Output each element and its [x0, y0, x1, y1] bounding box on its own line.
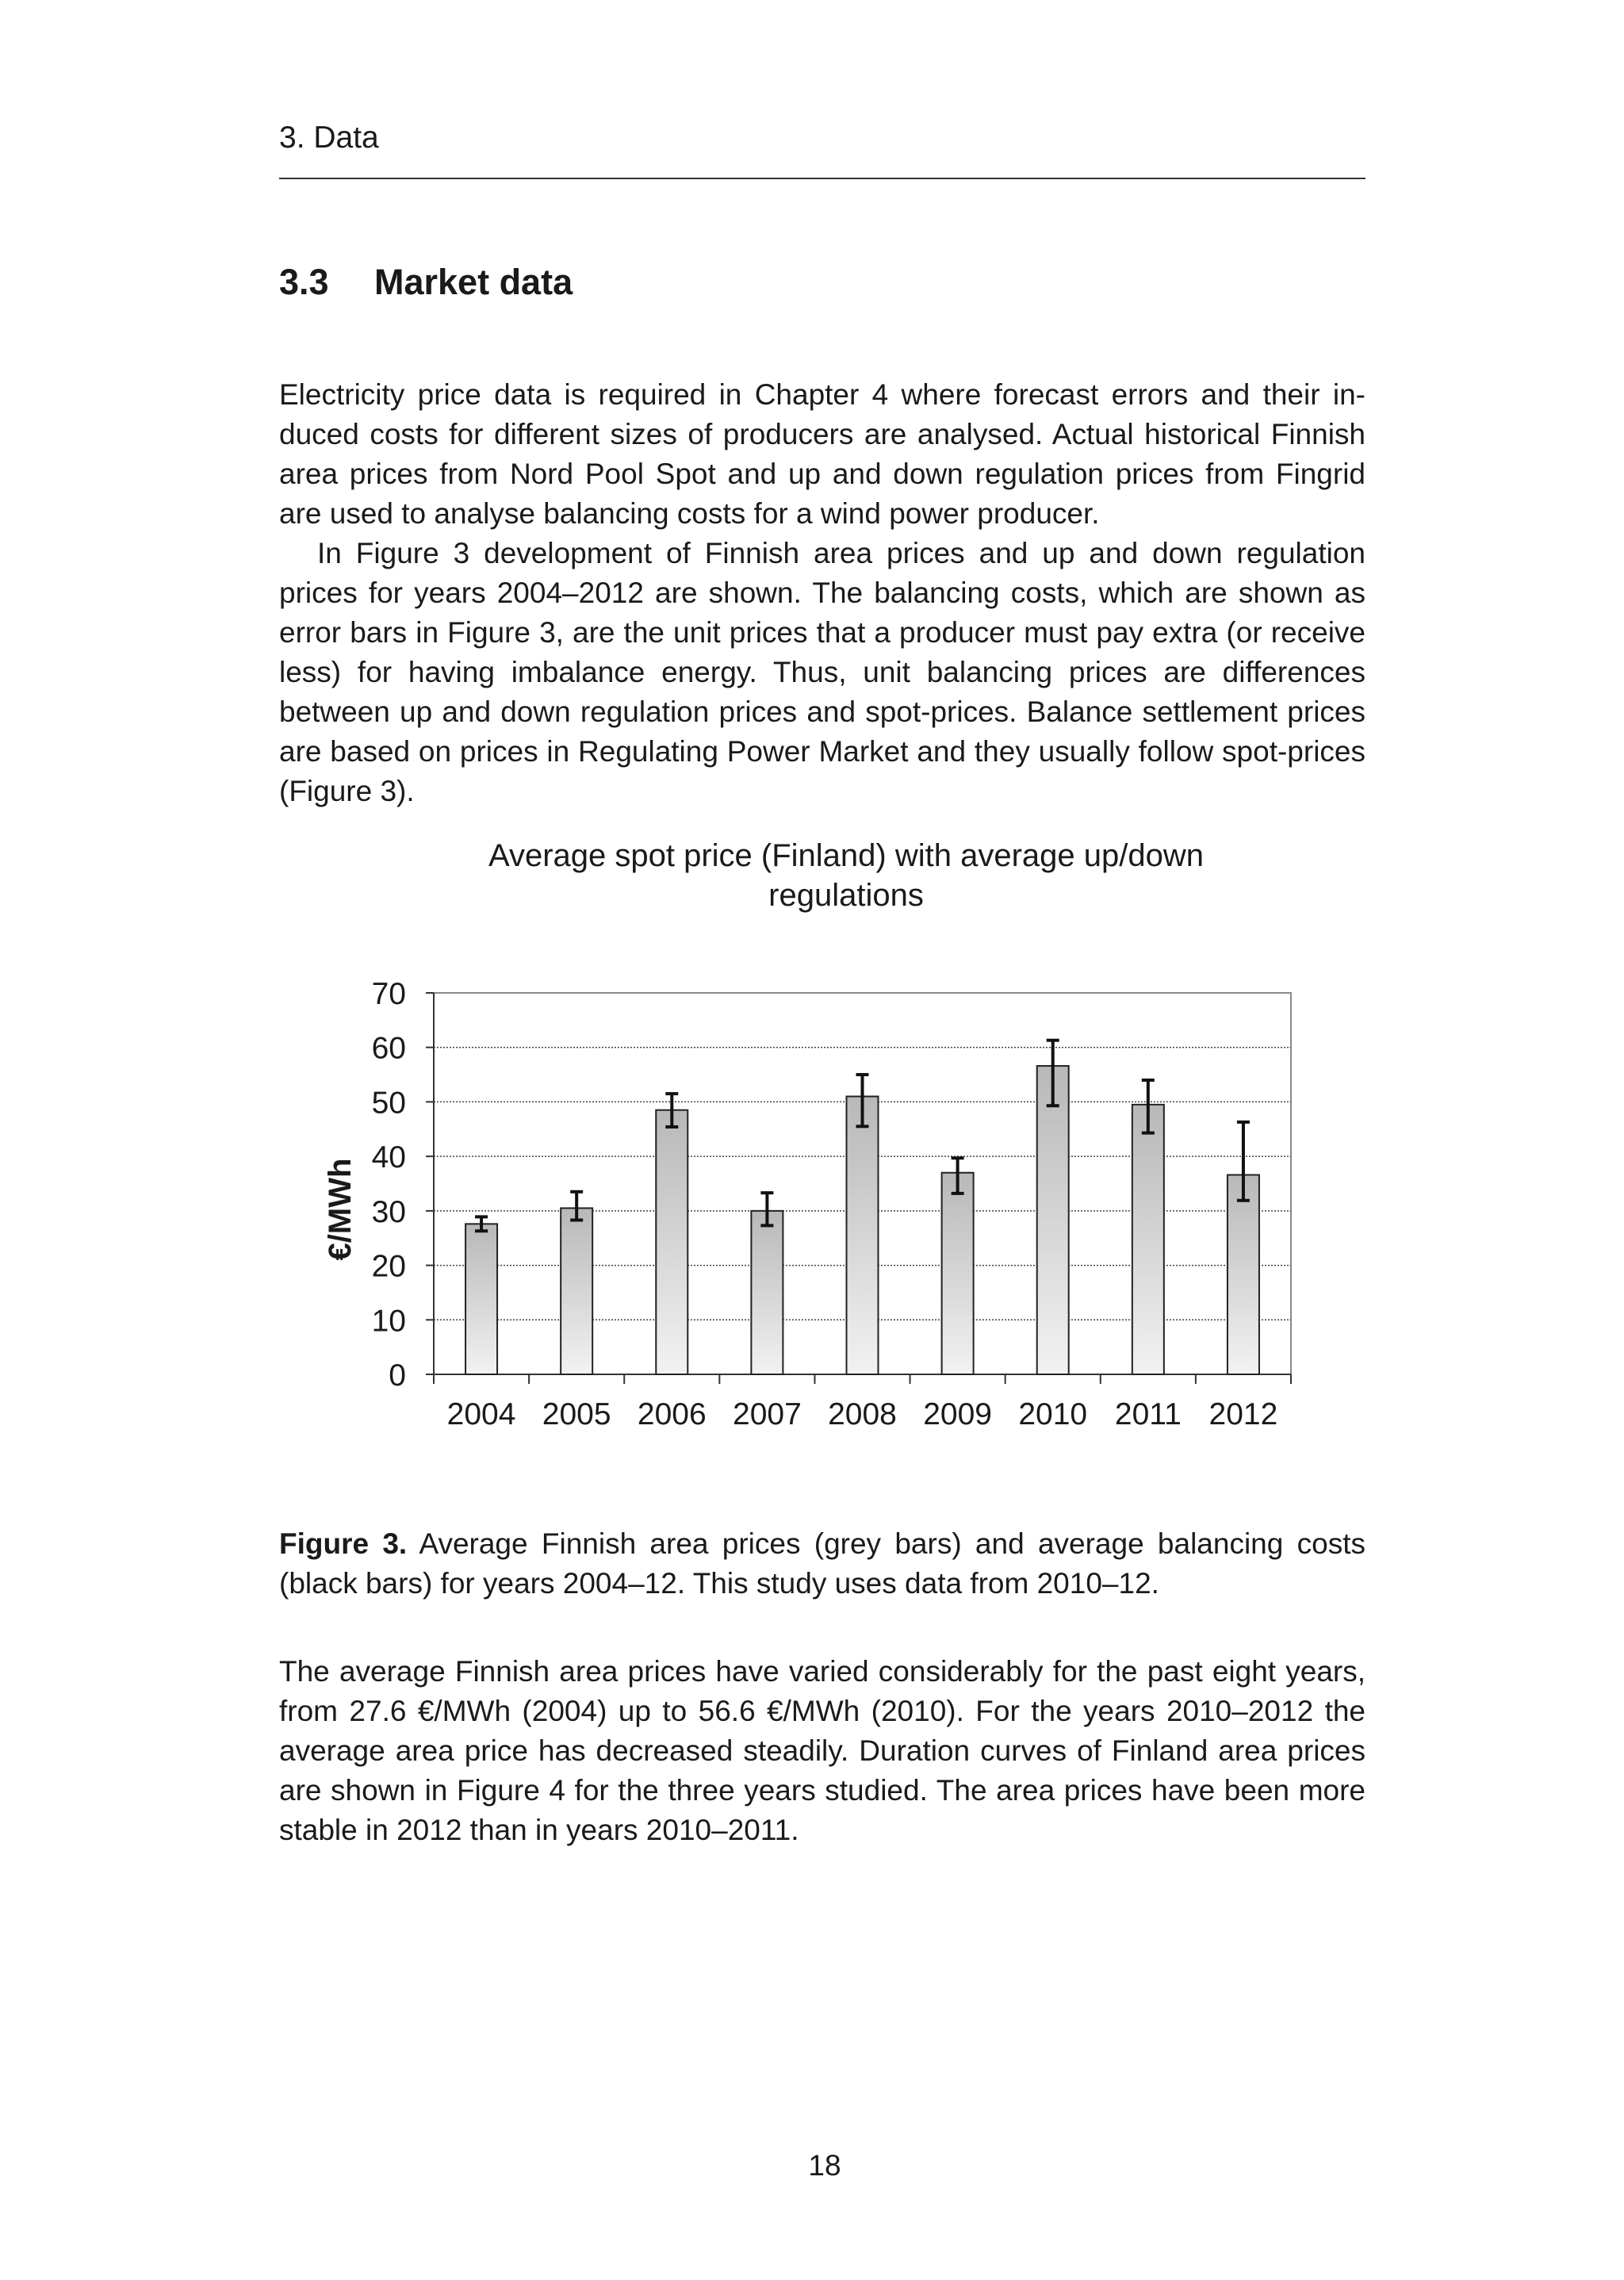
- bar-2005: [561, 1208, 592, 1374]
- bar-2011: [1132, 1105, 1164, 1374]
- y-tick-label: 60: [371, 1031, 406, 1066]
- x-tick-label: 2006: [637, 1397, 707, 1431]
- bar-2004: [465, 1224, 497, 1374]
- x-tick-label: 2004: [446, 1397, 516, 1431]
- figure-caption: [279, 1524, 1365, 1604]
- y-tick-label: 40: [371, 1140, 406, 1175]
- x-tick-label: 2008: [828, 1397, 897, 1431]
- y-tick-label: 0: [389, 1358, 406, 1393]
- bar-2009: [942, 1173, 974, 1374]
- page-number: 18: [808, 2149, 841, 2182]
- y-tick-label: 20: [371, 1249, 406, 1284]
- section-number: 3.3: [279, 262, 329, 302]
- x-tick-label: 2010: [1018, 1397, 1088, 1431]
- y-tick-label: 10: [371, 1304, 406, 1339]
- chart-title-line-2: regulations: [768, 878, 924, 913]
- y-axis-label: €/MWh: [323, 1158, 358, 1261]
- x-tick-label: 2007: [733, 1397, 802, 1431]
- figure-caption-text: Average Finnish area prices (grey bars) and average balancing costs (black bars) for years 2004–12. This study uses data from 2010–12.: [279, 1527, 1365, 1600]
- bar-2008: [847, 1097, 879, 1374]
- y-tick-label: 50: [371, 1086, 406, 1121]
- section-title: Market data: [374, 262, 573, 302]
- section-heading: [279, 262, 573, 303]
- bar-2012: [1228, 1175, 1259, 1374]
- x-tick-label: 2005: [542, 1397, 611, 1431]
- y-tick-label: 30: [371, 1194, 406, 1229]
- paragraph-3: The average Finnish area prices have varied considerably for the past eight years, from 27.6 €/MWh (2004) up to 56.6 €/MWh (2010). For the years 2010–2012 the average area price has decreased steadily. Duration curves of Finland area prices are shown in Figure 4 for the three years studied. The area prices have been more stable in 2012 than in years 2010–2011.: [279, 1655, 1365, 1846]
- plot-frame: [434, 993, 1291, 1374]
- x-tick-label: 2009: [923, 1397, 992, 1431]
- bar-2007: [751, 1211, 783, 1374]
- bar-2010: [1037, 1066, 1069, 1374]
- x-tick-label: 2012: [1208, 1397, 1278, 1431]
- chart-title-line-1: Average spot price (Finland) with average up/down: [488, 838, 1204, 873]
- paragraph-1: Electricity price data is required in Chapter 4 where forecast errors and their induced costs for different sizes of producers are analysed. Actual historical Finnish area prices from Nord Pool Spot and up and down regulation prices from Fingrid are used to analyse balancing costs for a wind power producer.: [279, 378, 1365, 530]
- paragraph-2: In Figure 3 development of Finnish area prices and up and down regulation prices for years 2004–2012 are shown. The balancing costs, which are shown as error bars in Figure 3, are the unit prices that a producer must pay extra (or receive less) for having imbalance energy. Thus, unit balancing prices are differences between up and down regulation prices and spot-prices. Balance settlement prices are based on prices in Regulating Power Market and they usually follow spot-prices (Figure 3).: [279, 537, 1365, 807]
- bar-2006: [656, 1110, 688, 1374]
- figure-label: Figure 3.: [279, 1527, 408, 1560]
- x-tick-label: 2011: [1114, 1397, 1182, 1431]
- y-tick-label: 70: [371, 977, 406, 1011]
- running-head: 3. Data: [279, 121, 379, 155]
- header-rule: [279, 178, 1365, 179]
